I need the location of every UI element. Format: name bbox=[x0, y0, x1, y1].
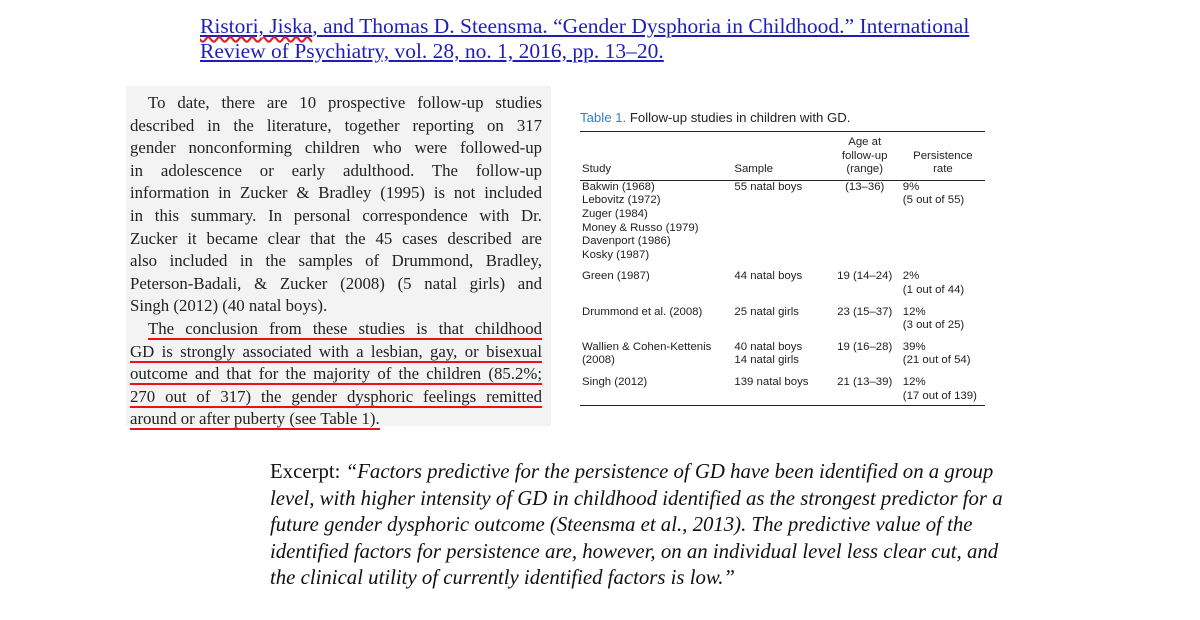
header-age-line2: follow-up bbox=[841, 149, 888, 162]
paragraph-line bbox=[130, 115, 542, 138]
line-text: information in Zucker & Bradley (1995) is not included bbox=[130, 183, 542, 203]
cell-study-line: Bakwin (1968) bbox=[582, 180, 655, 193]
cell-study bbox=[580, 180, 732, 262]
cell-age-line: 21 (13–39) bbox=[837, 375, 893, 388]
paragraph-line bbox=[130, 205, 542, 228]
cell-sample-line: 40 natal boys bbox=[734, 340, 803, 353]
paragraph-line bbox=[130, 318, 542, 341]
header-persistence-line2: rate bbox=[933, 163, 953, 176]
header-study: Study bbox=[582, 163, 612, 176]
cell-age-line: (13–36) bbox=[845, 180, 885, 193]
citation-author-first: Ristori, Jiska bbox=[200, 14, 313, 38]
cell-age bbox=[829, 333, 901, 368]
table-row bbox=[580, 262, 985, 297]
paragraph-line bbox=[130, 182, 542, 205]
underlined-text: The conclusion from these studies is that childhood bbox=[148, 318, 542, 338]
cell-persistence-line: 12% bbox=[902, 305, 926, 318]
citation-link[interactable] bbox=[200, 14, 969, 63]
cell-persistence bbox=[901, 368, 985, 406]
table-row bbox=[580, 298, 985, 333]
cell-age-line: 23 (15–37) bbox=[837, 305, 893, 318]
cell-study-line: Davenport (1986) bbox=[582, 235, 671, 248]
line-text: in this summary. In personal correspondence with Dr. bbox=[130, 205, 542, 225]
citation[interactable] bbox=[200, 14, 1060, 64]
line-text: gender nonconforming children who were followed-up bbox=[130, 138, 542, 158]
cell-persistence-line: (21 out of 54) bbox=[902, 354, 971, 367]
paragraph-line bbox=[130, 363, 542, 386]
table-header-row bbox=[580, 132, 985, 180]
cell-age bbox=[829, 180, 901, 262]
line-text: described in the literature, together reporting on 317 bbox=[130, 115, 542, 135]
header-persistence bbox=[901, 132, 985, 180]
cell-persistence bbox=[901, 333, 985, 368]
line-text: in adolescence or early adulthood. The follow-up bbox=[130, 160, 542, 180]
paragraph-line bbox=[130, 250, 542, 273]
cell-study-line: Green (1987) bbox=[582, 270, 650, 283]
excerpt-line-4: identified factors for persistence are, however, on an individual level less clear cut, and bbox=[270, 539, 999, 563]
cell-persistence-line: (1 out of 44) bbox=[902, 283, 965, 296]
cell-persistence bbox=[901, 298, 985, 333]
table-row bbox=[580, 368, 985, 406]
table-caption bbox=[580, 110, 985, 125]
line-text: Singh (2012) (40 natal boys). bbox=[130, 296, 328, 316]
cell-study-line: Singh (2012) bbox=[582, 375, 648, 388]
header-persistence-line1: Persistence bbox=[913, 149, 973, 162]
cell-study-line: Kosky (1987) bbox=[582, 248, 650, 261]
cell-persistence-line: 2% bbox=[902, 270, 920, 283]
cell-study bbox=[580, 298, 732, 333]
cell-sample bbox=[732, 180, 828, 262]
header-sample: Sample bbox=[734, 163, 773, 176]
cell-study-line: Drummond et al. (2008) bbox=[582, 305, 703, 318]
scanned-paragraph bbox=[130, 92, 542, 431]
underlined-text: outcome and that for the majority of the children (85.2%; bbox=[130, 364, 542, 384]
paragraph-one bbox=[130, 92, 542, 318]
paragraph-line bbox=[130, 386, 542, 409]
underlined-text: GD is strongly associated with a lesbian, gay, or bisexual bbox=[130, 341, 542, 361]
cell-age bbox=[829, 298, 901, 333]
paragraph-line bbox=[130, 295, 542, 318]
line-text: also included in the samples of Drummond, Bradley, bbox=[130, 251, 542, 271]
line-text: Peterson-Badali, & Zucker (2008) (5 natal girls) and bbox=[130, 273, 542, 293]
paragraph-line bbox=[130, 228, 542, 251]
cell-persistence-line: 39% bbox=[902, 340, 926, 353]
excerpt-label: Excerpt: bbox=[270, 460, 341, 483]
cell-persistence-line: (17 out of 139) bbox=[902, 389, 977, 402]
cell-age bbox=[829, 262, 901, 297]
header-age-line1: Age at bbox=[848, 136, 882, 148]
underlined-text: 270 out of 317) the gender dysphoric feelings remitted bbox=[130, 386, 542, 406]
cell-sample-line: 55 natal boys bbox=[734, 180, 803, 193]
cell-study-line: Money & Russo (1979) bbox=[582, 221, 699, 234]
cell-persistence-line: (5 out of 55) bbox=[902, 194, 965, 207]
line-text: To date, there are 10 prospective follow-up studies bbox=[148, 93, 542, 112]
excerpt bbox=[270, 459, 1070, 592]
paragraph-line bbox=[130, 341, 542, 364]
citation-line2: Review of Psychiatry, vol. 28, no. 1, 2016, pp. 13–20. bbox=[200, 39, 664, 63]
line-text: Zucker it became clear that the 45 cases described are bbox=[130, 228, 542, 248]
table-body bbox=[580, 180, 985, 405]
follow-up-table-figure bbox=[580, 110, 985, 406]
paragraph-line bbox=[130, 273, 542, 296]
paragraph-line bbox=[130, 92, 542, 115]
paragraph-two bbox=[130, 318, 542, 431]
cell-study bbox=[580, 262, 732, 297]
table-title: Follow-up studies in children with GD. bbox=[629, 110, 851, 125]
excerpt-line-5: the clinical utility of currently identified factors is low.” bbox=[270, 566, 735, 589]
cell-study-line: Zuger (1984) bbox=[582, 207, 648, 220]
cell-study-line: Lebovitz (1972) bbox=[582, 194, 661, 207]
cell-persistence bbox=[901, 262, 985, 297]
underlined-text: around or after puberty (see Table 1). bbox=[130, 409, 380, 429]
header-age bbox=[829, 132, 901, 180]
cell-sample-line: 44 natal boys bbox=[734, 270, 803, 283]
cell-sample bbox=[732, 262, 828, 297]
cell-sample bbox=[732, 368, 828, 406]
cell-sample-line: 25 natal girls bbox=[734, 305, 799, 318]
header-age-line3: (range) bbox=[846, 163, 884, 176]
cell-study bbox=[580, 368, 732, 406]
paragraph-line bbox=[130, 408, 542, 431]
cell-study-line: Wallien & Cohen-Kettenis bbox=[582, 340, 712, 353]
cell-age-line: 19 (16–28) bbox=[837, 340, 893, 353]
cell-persistence-line: (3 out of 25) bbox=[902, 319, 965, 332]
cell-study bbox=[580, 333, 732, 368]
cell-age bbox=[829, 368, 901, 406]
cell-sample-line: 14 natal girls bbox=[734, 354, 799, 367]
table-row bbox=[580, 180, 985, 262]
table-number: Table 1. bbox=[580, 110, 627, 125]
excerpt-line-3: future gender dysphoric outcome (Steensma et al., 2013). The predictive value of the bbox=[270, 513, 973, 536]
cell-persistence-line: 9% bbox=[902, 180, 920, 193]
paragraph-line bbox=[130, 137, 542, 160]
excerpt-line-1: “Factors predictive for the persistence of GD have been identified on a group bbox=[340, 460, 994, 483]
paragraph-line bbox=[130, 160, 542, 183]
cell-persistence bbox=[901, 180, 985, 262]
cell-age-line: 19 (14–24) bbox=[837, 270, 893, 283]
excerpt-line-2: level, with higher intensity of GD in childhood identified as the strongest predictor for a bbox=[270, 486, 1003, 510]
cell-sample bbox=[732, 298, 828, 333]
cell-sample-line: 139 natal boys bbox=[734, 375, 809, 388]
cell-study-line: (2008) bbox=[582, 354, 615, 367]
cell-persistence-line: 12% bbox=[902, 375, 926, 388]
cell-sample bbox=[732, 333, 828, 368]
table-row bbox=[580, 333, 985, 368]
citation-line1-rest: , and Thomas D. Steensma. “Gender Dysphoria in Childhood.” International bbox=[312, 14, 970, 38]
follow-up-table bbox=[580, 132, 985, 406]
